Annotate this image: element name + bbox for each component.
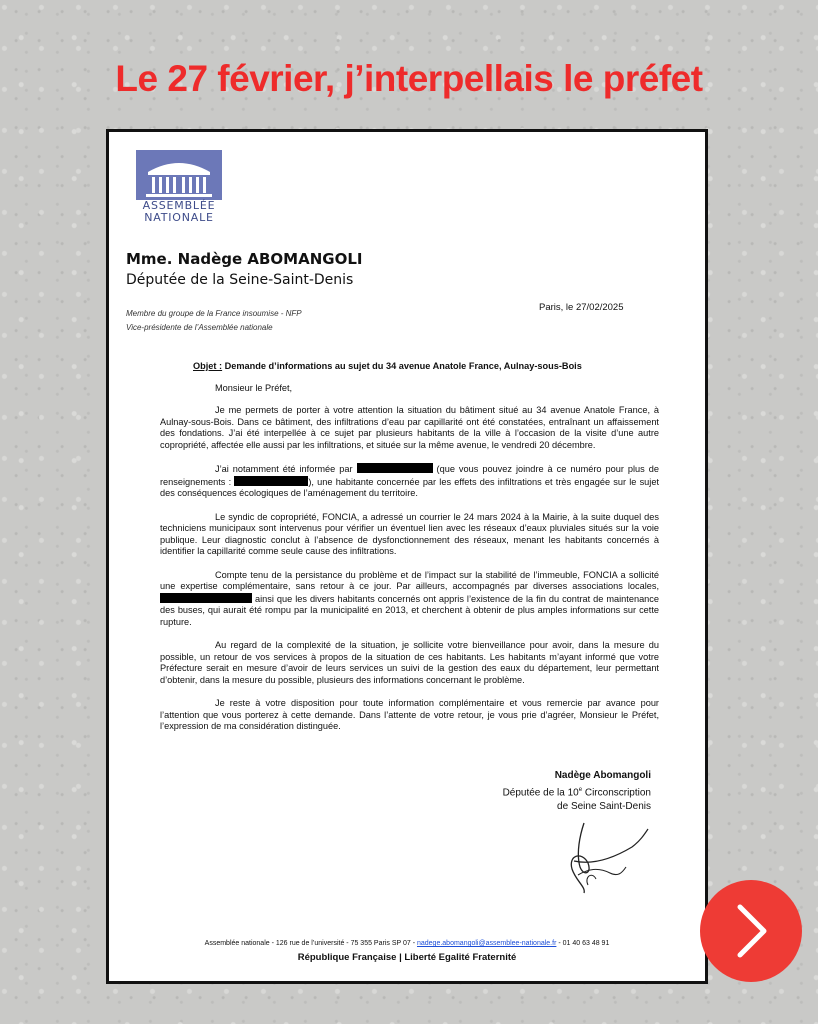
paragraph-1: Je me permets de porter à votre attention la situation du bâtiment situé au 34 avenue Anatole France, à Aulnay-sous-Bois. Dans ce bâtiment, des infiltrations d’eau par capillarité ont été constatées, entraînant un affaissement des fondations. J’ai été interpellée à ce sujet par plusieurs habitants de la ville à l’occasion de la visite d’une autre copropriété, affectée elle aussi par les infiltrations, et située sur la même avenue, le vendredi 20 décembre.	[160, 405, 659, 450]
signatory-constituency: de Seine Saint-Denis	[557, 801, 651, 813]
signatory-name: Nadège Abomangoli	[554, 770, 651, 781]
footer-email-link[interactable]: nadege.abomangoli@assemblee-nationale.fr	[416, 940, 557, 947]
affiliation-line-2: Vice-présidente de l’Assemblée nationale	[126, 323, 273, 332]
hemicycle-icon	[136, 150, 222, 200]
headline: Le 27 février, j’interpellais le préfet	[115, 58, 703, 99]
footer-motto: République Française | Liberté Egalité Fraternité	[297, 952, 517, 963]
affiliation-line-1: Membre du groupe de la France insoumise - NFP	[126, 309, 302, 318]
logo-text-line2: NATIONALE	[144, 211, 214, 224]
letter-date: Paris, le 27/02/2025	[539, 302, 624, 313]
letter-body	[160, 361, 659, 744]
assemblee-nationale-logo	[136, 150, 222, 226]
signatory-role	[503, 783, 651, 800]
subject-text: Demande d’informations au sujet du 34 avenue Anatole France, Aulnay-sous-Bois	[222, 361, 582, 371]
paragraph-2	[160, 463, 659, 500]
logo-text-line1: ASSEMBLÉE	[142, 199, 216, 212]
affiliation	[126, 307, 302, 335]
subject-line	[160, 361, 659, 373]
paragraph-2-part-c: ), une habitante concernée par les effets des infiltrations et très engagée sur le sujet des conséquences écologiques de l’aménagement du territoire.	[160, 476, 659, 499]
signatory-role-b: Circonscription	[582, 787, 651, 799]
paragraph-4-part-b: ainsi que les divers habitants concernés ont appris l’existence de la fin du contrat de maintenance des buses, qui aurait été rompu par la municipalité en 2013, et cherchent à obtenir de plus amples informations sur cette rupture.	[160, 593, 659, 627]
signature-block	[503, 769, 651, 814]
signatory-role-sup: e	[578, 787, 583, 793]
signatory-role-a: Députée de la 10	[502, 787, 579, 799]
author-name: Mme. Nadège ABOMANGOLI	[126, 250, 363, 268]
paragraph-3: Le syndic de copropriété, FONCIA, a adressé un courrier le 24 mars 2024 à la Mairie, à la suite duquel des techniciens municipaux sont intervenus pour vérifier un éventuel lien avec les réseaux d’eaux pluviales situés sur la voie publique. Leur diagnostic conclut à l’absence de dysfonctionnement des réseaux, menant les habitants concernés à identifier la capillarité comme seule cause des infiltrations.	[160, 511, 659, 557]
redacted-block	[357, 463, 433, 473]
paragraph-6: Je reste à votre disposition pour toute information complémentaire et vous remercie par avance pour l’attention que vous porterez à cette demande. Dans l’attente de votre retour, je vous prie d’agréer, Monsieur le Préfet, l’expression de ma considération distinguée.	[160, 698, 659, 732]
paragraph-4	[160, 570, 659, 629]
paragraph-4-part-a: Compte tenu de la persistance du problème et de l’impact sur la stabilité de l’immeuble, FONCIA a sollicité une expertise complémentaire, sans retour à ce jour. Par ailleurs, accompagnés par diverses associations locales,	[160, 569, 659, 592]
subject-label: Objet :	[193, 361, 223, 371]
salutation: Monsieur le Préfet,	[215, 382, 293, 393]
handwritten-signature	[562, 815, 652, 897]
redacted-block	[160, 593, 252, 603]
chevron-right-icon	[700, 880, 802, 982]
author-role: Députée de la Seine-Saint-Denis	[126, 272, 354, 288]
letter-document	[106, 129, 708, 984]
footer-address	[109, 940, 705, 947]
redacted-block	[234, 476, 308, 486]
footer-address-text: Assemblée nationale - 126 rue de l’université - 75 355 Paris SP 07 -	[204, 940, 417, 947]
paragraph-2-part-b: (que vous pouvez joindre à ce numéro pour plus de renseignements :	[160, 464, 659, 487]
paragraph-2-part-a: J’ai notamment été informée par	[215, 464, 357, 475]
footer-phone: - 01 40 63 48 91	[556, 940, 610, 947]
paragraph-5: Au regard de la complexité de la situation, je sollicite votre bienveillance pour avoir, dans la mesure du possible, un retour de vos services à propos de la situation de ces habitants. Les habitants m’ayant informé que votre Préfecture serait en mesure d’avoir de leurs services un suivi de la gestion des eaux du département, leur permettant d’obtenir, dans la mesure du possible, plusieurs des informations concernant le problème.	[160, 640, 659, 685]
next-button[interactable]	[700, 880, 802, 982]
